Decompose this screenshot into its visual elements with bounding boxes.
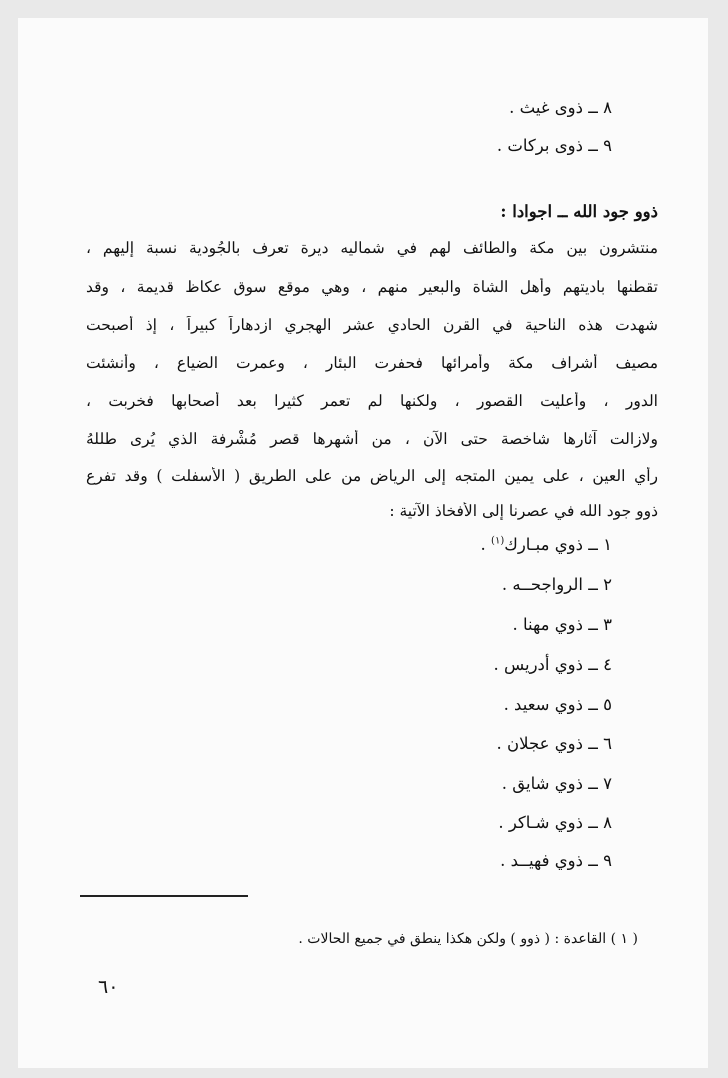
list-item: ٩ ــ ذوي فهيــد . [500,851,612,870]
paragraph-line: ولازالت آثارها شاخصة حتى الآن ، من أشهرها قصر مُشْرِفة الذي يُرى طللهُ [86,430,658,448]
list-item: ٤ ــ ذوي أدريس . [493,655,612,674]
paragraph-line: رأي العين ، على يمين المتجه إلى الرياض من على الطريق ( الأسفلت ) وقد تفرع [86,467,658,485]
list-item: ٨ ــ ذوي شـاكر . [498,813,612,832]
list-item: ١ ــ ذوي مبـارك$^{(١)}$ . [480,535,612,554]
section-heading: ذوو جود الله ــ اجوادا : [500,202,658,221]
footnote: ( ١ ) القاعدة : ( ذوو ) ولكن هكذا ينطق في جميع الحالات . [298,931,638,947]
page-number: ٦٠ [98,976,119,998]
paragraph-line: مصيف أشراف مكة وأمرائها فحفرت البئار ، وعمرت الضياع ، وأُنشئت [86,354,658,372]
footnote-marker: (١) [491,535,505,547]
list-item: ٥ ــ ذوي سعيد . [503,695,612,714]
list-item: ٧ ــ ذوي شايق . [501,774,612,793]
list-item: ٦ ــ ذوي عجلان . [496,734,612,753]
list-item: ٢ ــ الرواجحــه . [501,575,612,594]
paragraph-line: شهدت هذه الناحية في القرن الحادي عشر الهجري ازدهاراً كبيراً ، إذ أصبحت [86,316,658,334]
paragraph-line: الدور ، وأُعليت القصور ، ولكنها لم تعمر كثيرا بعد أصحابها فخربت ، [86,392,658,410]
list-item: ٣ ــ ذوي مهنا . [512,615,612,634]
book-page [18,18,708,1068]
paragraph-line: منتشرون بين مكة والطائف لهم في شماليه ديرة تعرف بالجُودية نسبة إليهم ، [86,239,658,257]
paragraph-line: تقطنها باديتهم وأهل الشاة والبعير منهم ، وهي موقع سوق عكاظ قديمة ، وقد [86,278,658,296]
paragraph-line: ذوو جود الله في عصرنا إلى الأفخاذ الآتية : [389,502,658,520]
list-item: ٨ ــ ذوى غيث . [509,98,612,117]
list-item: ٩ ــ ذوى بركات . [496,136,612,155]
footnote-separator [80,895,248,897]
